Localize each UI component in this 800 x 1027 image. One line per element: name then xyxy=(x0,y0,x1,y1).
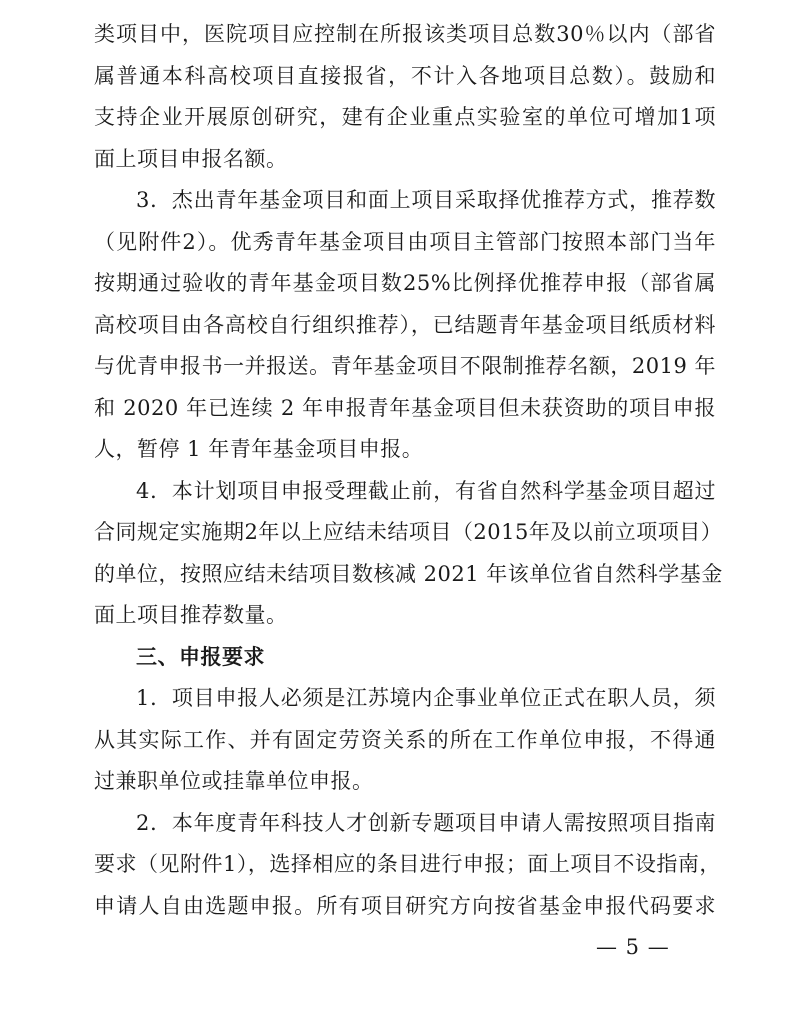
text-line: 和 2020 年已连续 2 年申报青年基金项目但未获资助的项目申报 xyxy=(94,395,716,420)
text-line: 高校项目由各高校自行组织推荐），已结题青年基金项目纸质材料 xyxy=(94,312,716,337)
text-line: （见附件2）。优秀青年基金项目由项目主管部门按照本部门当年 xyxy=(94,229,716,254)
text-line: 面上项目申报名额。 xyxy=(94,146,288,171)
paragraph-start-line: 1．项目申报人必须是江苏境内企事业单位正式在职人员，须 xyxy=(136,686,716,710)
paragraph-start-line: 4．本计划项目申报受理截止前，有省自然科学基金项目超过 xyxy=(136,478,716,503)
section-heading: 三、申报要求 xyxy=(136,644,265,669)
page-number: — 5 — xyxy=(596,935,670,959)
text-line: 类项目中，医院项目应控制在所报该类项目总数30％以内（部省 xyxy=(94,22,716,46)
text-line: 合同规定实施期2年以上应结未结项目（2015年及以前立项项目） xyxy=(94,520,723,544)
text-line: 面上项目推荐数量。 xyxy=(94,603,288,627)
text-line: 申请人自由选题申报。所有项目研究方向按省基金申报代码要求 xyxy=(94,893,716,918)
text-line: 与优青申报书一并报送。青年基金项目不限制推荐名额，2019 年 xyxy=(94,354,716,378)
text-line: 人，暂停 1 年青年基金项目申报。 xyxy=(94,437,424,461)
text-line: 过兼职单位或挂靠单位申报。 xyxy=(94,769,374,793)
paragraph-start-line: 2．本年度青年科技人才创新专题项目申请人需按照项目指南 xyxy=(136,810,716,835)
text-line: 的单位，按照应结未结项目数核减 2021 年该单位省自然科学基金 xyxy=(94,561,723,586)
text-line: 要求（见附件1），选择相应的条目进行申报；面上项目不设指南， xyxy=(94,852,721,876)
text-line: 属普通本科高校项目直接报省，不计入各地项目总数）。鼓励和 xyxy=(94,63,716,88)
text-line: 支持企业开展原创研究，建有企业重点实验室的单位可增加1项 xyxy=(94,105,716,129)
document-page xyxy=(94,14,723,927)
text-line: 从其实际工作、并有固定劳资关系的所在工作单位申报，不得通 xyxy=(94,727,716,752)
paragraph-start-line: 3．杰出青年基金项目和面上项目采取择优推荐方式，推荐数 xyxy=(136,188,716,212)
text-line: 按期通过验收的青年基金项目数25%比例择优推荐申报（部省属 xyxy=(94,271,716,295)
